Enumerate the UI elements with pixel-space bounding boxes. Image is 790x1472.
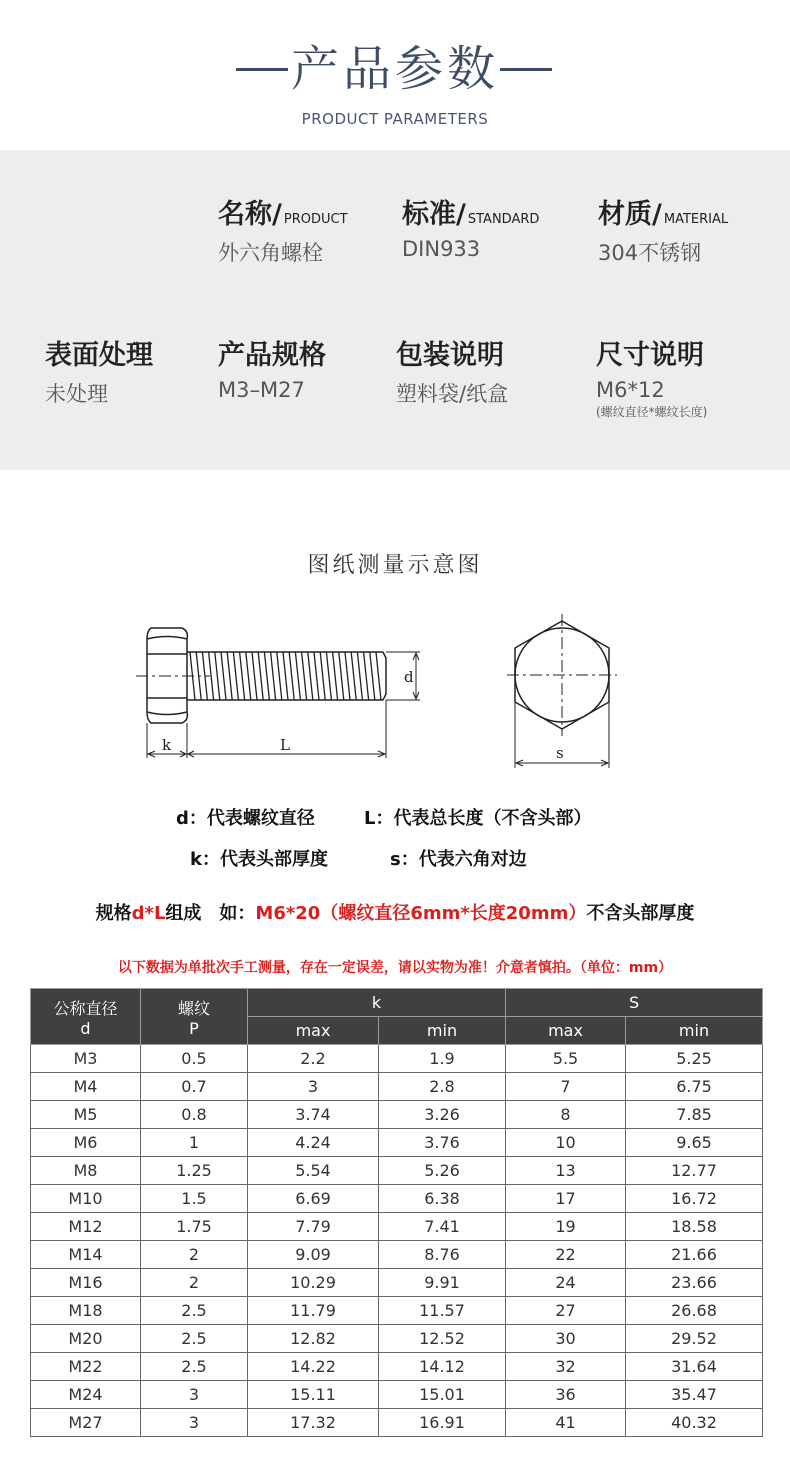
table-cell: M27 (31, 1409, 141, 1437)
param-value: 304不锈钢 (598, 241, 702, 265)
param-package (396, 333, 508, 408)
table-cell: 1.75 (141, 1213, 248, 1241)
table-cell: 13 (506, 1157, 626, 1185)
table-cell: 0.5 (141, 1045, 248, 1073)
legend-l: L：代表总长度（不含头部） (364, 808, 592, 829)
param-value: DIN933 (402, 237, 481, 261)
table-row (31, 1325, 763, 1353)
table-cell: M18 (31, 1297, 141, 1325)
label-s: s (556, 744, 564, 762)
table-cell: 7 (506, 1073, 626, 1101)
param-name (218, 192, 348, 267)
table-cell: 31.64 (626, 1353, 763, 1381)
table-row (31, 1185, 763, 1213)
table-row (31, 1269, 763, 1297)
table-cell: 3 (248, 1073, 379, 1101)
table-cell: 19 (506, 1213, 626, 1241)
table-cell: 8 (506, 1101, 626, 1129)
table-cell: 2.5 (141, 1325, 248, 1353)
param-label: 名称/ PRODUCT (218, 199, 348, 230)
table-cell: 36 (506, 1381, 626, 1409)
table-cell: 5.26 (379, 1157, 506, 1185)
legend-k: k：代表头部厚度 (190, 849, 328, 870)
table-cell: 9.91 (379, 1269, 506, 1297)
header-s: S (506, 989, 763, 1017)
head-chamfer (147, 637, 187, 640)
table-cell: 0.8 (141, 1101, 248, 1129)
table-cell: 16.72 (626, 1185, 763, 1213)
table-cell: 14.22 (248, 1353, 379, 1381)
table-cell: M24 (31, 1381, 141, 1409)
table-cell: 1 (141, 1129, 248, 1157)
table-cell: 3 (141, 1381, 248, 1409)
table-cell: 5.25 (626, 1045, 763, 1073)
table-cell: 35.47 (626, 1381, 763, 1409)
table-body (31, 1045, 763, 1437)
table-cell: 40.32 (626, 1409, 763, 1437)
table-cell: 15.11 (248, 1381, 379, 1409)
table-row (31, 1381, 763, 1409)
param-standard (402, 192, 539, 261)
title-line-right (500, 68, 552, 71)
table-cell: 26.68 (626, 1297, 763, 1325)
shaft-end (383, 652, 386, 700)
label-k: k (162, 736, 172, 754)
param-label: 尺寸说明 (596, 340, 704, 371)
table-cell: 2.8 (379, 1073, 506, 1101)
page-title: 产品参数 (290, 41, 499, 97)
table-cell: 3.74 (248, 1101, 379, 1129)
bolt-side-view (136, 628, 420, 758)
table-cell: M12 (31, 1213, 141, 1241)
param-value: 未处理 (45, 382, 108, 406)
legend-s: s：代表六角对边 (390, 849, 527, 870)
spec-example: 规格d*L组成 如：M6*20（螺纹直径6mm*长度20mm）不含头部厚度 (95, 903, 695, 924)
table-cell: 14.12 (379, 1353, 506, 1381)
table-cell: 10.29 (248, 1269, 379, 1297)
table-cell: M3 (31, 1045, 141, 1073)
table-row (31, 1157, 763, 1185)
table-cell: 9.65 (626, 1129, 763, 1157)
param-note: (螺纹直径*螺纹长度) (596, 405, 708, 419)
header-diameter: 公称直径 d (31, 989, 141, 1045)
table-cell: 2 (141, 1241, 248, 1269)
table-row (31, 1297, 763, 1325)
header-s-max: max (506, 1017, 626, 1045)
table-cell: 6.69 (248, 1185, 379, 1213)
table-cell: M10 (31, 1185, 141, 1213)
table-cell: 32 (506, 1353, 626, 1381)
table-cell: M20 (31, 1325, 141, 1353)
table-cell: 11.79 (248, 1297, 379, 1325)
table-cell: 12.82 (248, 1325, 379, 1353)
table-cell: 17 (506, 1185, 626, 1213)
table-cell: 2.5 (141, 1297, 248, 1325)
table-cell: 9.09 (248, 1241, 379, 1269)
param-spec (218, 333, 326, 402)
table-cell: 4.24 (248, 1129, 379, 1157)
label-l: L (280, 736, 290, 754)
table-cell: M14 (31, 1241, 141, 1269)
table-cell: 16.91 (379, 1409, 506, 1437)
table-cell: 24 (506, 1269, 626, 1297)
table-cell: 1.25 (141, 1157, 248, 1185)
table-cell: 3.76 (379, 1129, 506, 1157)
product-params-panel (0, 150, 790, 470)
table-row (31, 1073, 763, 1101)
table-cell: 2.5 (141, 1353, 248, 1381)
table-cell: 7.85 (626, 1101, 763, 1129)
table-cell: 7.79 (248, 1213, 379, 1241)
table-cell: 12.77 (626, 1157, 763, 1185)
table-cell: 12.52 (379, 1325, 506, 1353)
table-cell: 15.01 (379, 1381, 506, 1409)
header-k: k (248, 989, 506, 1017)
table-row (31, 1241, 763, 1269)
head-chamfer (147, 712, 187, 715)
table-row (31, 1101, 763, 1129)
param-value: M3–M27 (218, 378, 305, 402)
table-cell: 17.32 (248, 1409, 379, 1437)
thread-lines (190, 652, 381, 700)
page-header (0, 0, 790, 150)
header-s-min: min (626, 1017, 763, 1045)
table-cell: M22 (31, 1353, 141, 1381)
header-pitch: 螺纹 P (141, 989, 248, 1045)
param-value: M6*12 (596, 378, 665, 402)
param-value: 外六角螺栓 (218, 241, 323, 265)
diagram-title: 图纸测量示意图 (307, 553, 483, 578)
table-row (31, 1409, 763, 1437)
table-cell: 5.54 (248, 1157, 379, 1185)
param-label: 包装说明 (396, 340, 504, 371)
table-cell: 41 (506, 1409, 626, 1437)
param-material (598, 192, 728, 267)
table-cell: 2.2 (248, 1045, 379, 1073)
table-cell: 2 (141, 1269, 248, 1297)
table-cell: 30 (506, 1325, 626, 1353)
table-cell: M8 (31, 1157, 141, 1185)
table-row (31, 1045, 763, 1073)
table-row (31, 1353, 763, 1381)
table-cell: 3 (141, 1409, 248, 1437)
table-cell: 11.57 (379, 1297, 506, 1325)
table-cell: 5.5 (506, 1045, 626, 1073)
table-cell: 29.52 (626, 1325, 763, 1353)
param-size (596, 333, 707, 420)
table-row (31, 1129, 763, 1157)
table-cell: 1.5 (141, 1185, 248, 1213)
header-k-max: max (248, 1017, 379, 1045)
param-label: 材质/ MATERIAL (598, 199, 729, 230)
legend-d: d：代表螺纹直径 (176, 808, 315, 829)
param-value: 塑料袋/纸盒 (396, 382, 509, 406)
table-cell: M5 (31, 1101, 141, 1129)
table-cell: 23.66 (626, 1269, 763, 1297)
table-cell: 10 (506, 1129, 626, 1157)
table-cell: 7.41 (379, 1213, 506, 1241)
header-k-min: min (379, 1017, 506, 1045)
table-row (31, 1213, 763, 1241)
table-cell: 21.66 (626, 1241, 763, 1269)
param-label: 产品规格 (218, 340, 326, 371)
table-cell: M16 (31, 1269, 141, 1297)
param-label: 标准/ STANDARD (402, 199, 540, 230)
label-d: d (404, 668, 414, 686)
page-subtitle: PRODUCT PARAMETERS (301, 110, 489, 128)
table-cell: 8.76 (379, 1241, 506, 1269)
table-cell: 0.7 (141, 1073, 248, 1101)
table-cell: 6.38 (379, 1185, 506, 1213)
table-cell: 6.75 (626, 1073, 763, 1101)
table-cell: 3.26 (379, 1101, 506, 1129)
bolt-diagram (0, 600, 790, 780)
table-cell: 1.9 (379, 1045, 506, 1073)
param-surface (45, 333, 153, 408)
table-cell: 18.58 (626, 1213, 763, 1241)
table-cell: 27 (506, 1297, 626, 1325)
param-label: 表面处理 (45, 340, 153, 371)
table-cell: M6 (31, 1129, 141, 1157)
table-cell: 22 (506, 1241, 626, 1269)
table-cell: M4 (31, 1073, 141, 1101)
spec-table (30, 988, 763, 1437)
measurement-notice: 以下数据为单批次手工测量，存在一定误差，请以实物为准！介意者慎拍。（单位：mm） (117, 960, 673, 976)
